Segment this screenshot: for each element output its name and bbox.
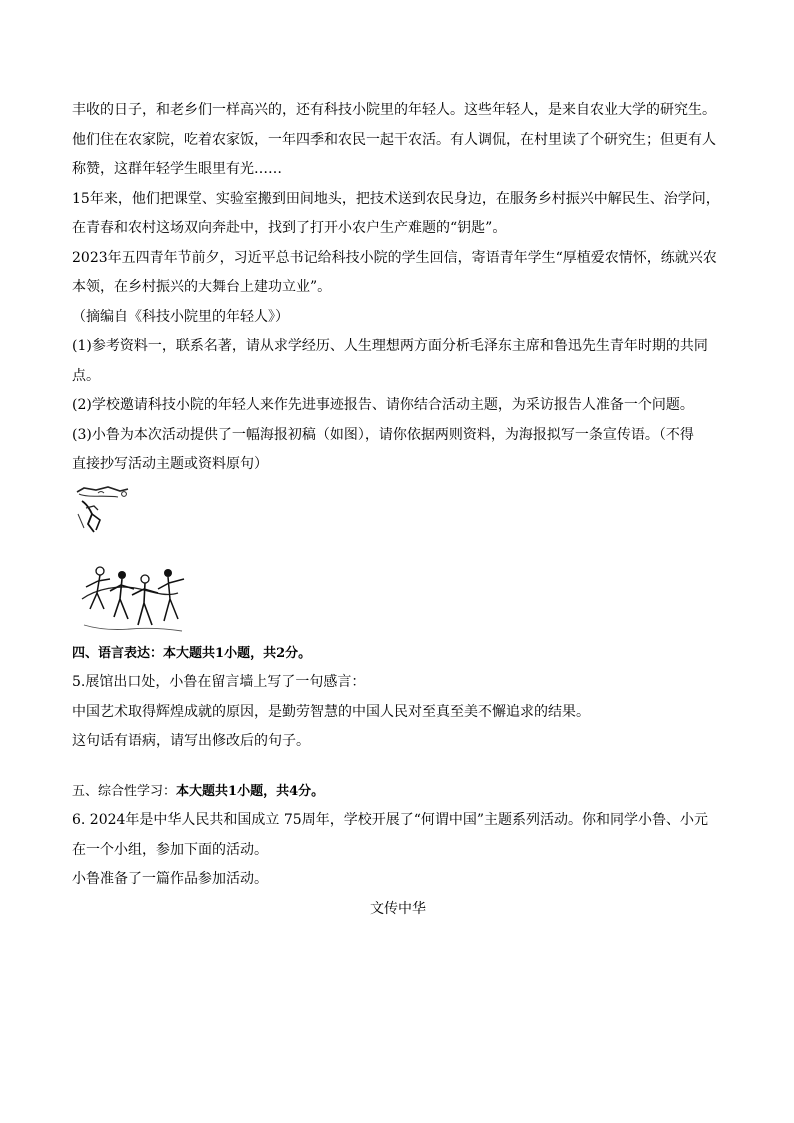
passage-line: 丰收的日子，和老乡们一样高兴的，还有科技小院里的年轻人。这些年轻人，是来自农业大学的研究生。 <box>72 102 716 118</box>
spacer <box>72 757 724 777</box>
section-5-heading-unit: 小题，共 <box>237 783 290 799</box>
document-page <box>72 96 724 924</box>
passage-source: （摘编自《科技小院里的年轻人》） <box>72 308 289 325</box>
section-4-heading-prefix: 四、语言表达： <box>72 645 164 661</box>
section-4-heading <box>72 639 724 669</box>
question-5-intro: 5.展馆出口处，小鲁在留言墙上写了一句感言： <box>72 674 366 690</box>
passage-line: 2023年五四青年节前夕，习近平总书记给科技小院的学生回信，寄语青年学生“厚植爱农情怀，练就兴农 <box>72 249 717 266</box>
section-5-heading <box>72 777 724 807</box>
question-6-continued: 在一个小组，参加下面的活动。 <box>72 841 268 858</box>
question-6-note: 小鲁准备了一篇作品参加活动。 <box>72 871 268 887</box>
question-6: 6. 2024年是中华人民共和国成立 75周年，学校开展了“何谓中国”主题系列活动。你和同学小鲁、小元 <box>72 812 709 828</box>
question-5-task: 这句话有语病，请写出修改后的句子。 <box>72 733 310 749</box>
section-4-score: 2 <box>276 645 286 661</box>
question-2: (2)学校邀请科技小院的年轻人来作先进事迹报告、请你结合活动主题，为采访报告人准备一个问题。 <box>72 397 694 413</box>
section-5-heading-label: 本大题共 <box>176 783 229 799</box>
poster-sketch-dancers <box>74 559 192 639</box>
question-3: (3)小鲁为本次活动提供了一幅海报初稿（如图），请你依据两则资料，为海报拟写一条宣传语。（不得 <box>72 426 694 443</box>
work-title: 文传中华 <box>370 900 426 917</box>
section-4-heading-label: 本大题共 <box>163 645 216 661</box>
section-4-heading-unit: 小题，共 <box>224 645 277 661</box>
question-3-continued: 直接抄写活动主题或资料原句） <box>72 456 268 472</box>
section-4-heading-end: 分。 <box>285 645 312 661</box>
passage-line: 在青春和农村这场双向奔赴中，找到了打开小农户生产难题的“钥匙”。 <box>72 220 507 236</box>
question-1-continued: 点。 <box>72 367 100 384</box>
section-5-heading-prefix: 五、综合性学习： <box>72 783 177 799</box>
passage-line: 本领，在乡村振兴的大舞台上建功立业”。 <box>72 279 332 295</box>
section-5-question-count: 1 <box>228 783 238 799</box>
section-5-heading-end: 分。 <box>298 783 325 799</box>
section-4-question-count: 1 <box>215 645 225 661</box>
passage-line: 他们住在农家院，吃着农家饭，一年四季和农民一起干农活。有人调侃，在村里读了个研究生；但更有人 <box>72 131 716 148</box>
section-5-score: 4 <box>289 783 299 799</box>
question-1: (1)参考资料一，联系名著，请从求学经历、人生理想两方面分析毛泽东主席和鲁迅先生青年时期的共同 <box>72 338 708 354</box>
passage-line: 15年来，他们把课堂、实验室搬到田间地头，把技术送到农民身边，在服务乡村振兴中解民生、治学问， <box>72 190 720 207</box>
passage-line: 称赞，这群年轻学生眼里有光…… <box>72 161 282 177</box>
poster-sketch-fragment <box>74 484 134 539</box>
question-5-sentence: 中国艺术取得辉煌成就的原因，是勤劳智慧的中国人民对至真至美不懈追求的结果。 <box>72 703 590 720</box>
